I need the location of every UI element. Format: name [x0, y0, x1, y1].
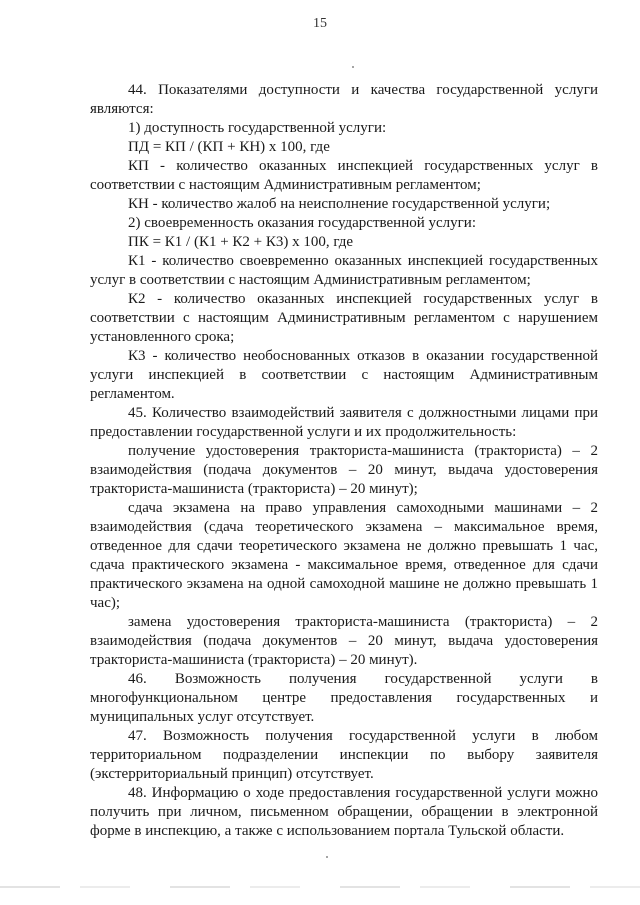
interaction-exam: сдача экзамена на право управления самоходными машинами – 2 взаимодействия (сдача теоретического экзамена – максимальное время, отведенное для сдачи теоретического экзамена не должно превышать 1 час, сдача практического экзамена - максимальное время, отведенное для сдачи практического экзамена на одной самоходной машине не должно превышать 1 час);	[90, 500, 598, 611]
formula-pd: ПД = КП / (КП + КН) х 100, где	[128, 139, 330, 155]
definition-kn: КН - количество жалоб на неисполнение государственной услуги;	[128, 196, 551, 212]
paragraph-46: 46. Возможность получения государственной услуги в многофункциональном центре предоставления государственных и муниципальных услуг отсутствует.	[90, 671, 598, 725]
document-body	[90, 81, 598, 841]
paragraph-timeliness: 2) своевременность оказания государственной услуги:	[128, 215, 476, 231]
interaction-license-issue: получение удостоверения тракториста-машиниста (тракториста) – 2 взаимодействия (подача документов – 20 минут, выдача удостоверения тракториста-машиниста (тракториста) – 20 минут);	[90, 443, 598, 497]
paragraph-availability: 1) доступность государственной услуги:	[128, 120, 387, 136]
interaction-license-replace: замена удостоверения тракториста-машиниста (тракториста) – 2 взаимодействия (подача документов – 20 минут, выдача удостоверения тракториста-машиниста (тракториста) – 20 минут).	[90, 614, 598, 668]
paragraph-48: 48. Информацию о ходе предоставления государственной услуги можно получить при личном, письменном обращении, обращении в электронной форме в инспекцию, а также с использованием портала Тульской области.	[90, 785, 598, 839]
definition-kp: КП - количество оказанных инспекцией государственных услуг в соответствии с настоящим Административным регламентом;	[90, 158, 598, 193]
scan-speck	[352, 66, 354, 68]
paragraph-47: 47. Возможность получения государственной услуги в любом территориальном подразделении инспекции по выбору заявителя (экстерриториальный принцип) отсутствует.	[90, 728, 598, 782]
definition-k3: К3 - количество необоснованных отказов в оказании государственной услуги инспекцией в соответствии с настоящим Административным регламентом.	[90, 348, 598, 402]
scan-speck	[326, 856, 328, 858]
scan-artifact-line	[0, 886, 640, 888]
definition-k1: К1 - количество своевременно оказанных инспекцией государственных услуг в соответствии с настоящим Административным регламентом;	[90, 253, 598, 288]
formula-pk: ПК = К1 / (К1 + К2 + К3) х 100, где	[128, 234, 354, 250]
definition-k2: К2 - количество оказанных инспекцией государственных услуг в соответствии с настоящим Административным регламентом с нарушением установленного срока;	[90, 291, 598, 345]
paragraph-44: 44. Показателями доступности и качества государственной услуги являются:	[90, 82, 598, 117]
paragraph-45: 45. Количество взаимодействий заявителя с должностными лицами при предоставлении государственной услуги и их продолжительность:	[90, 405, 598, 440]
page-number: 15	[313, 16, 327, 31]
